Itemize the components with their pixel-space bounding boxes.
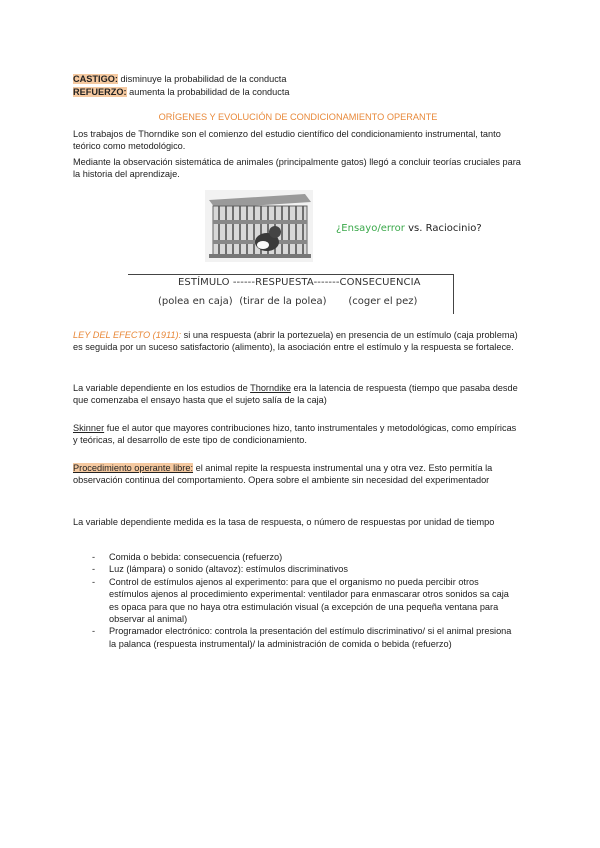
ley-del-efecto-text: si una respuesta (abrir la portezuela) en presencia de un estímulo (caja problema) es seguida por un suceso satisfactorio (alimento), la asociación entre el estímulo y la respuesta se fortalece. [73, 330, 518, 353]
figure-caption-green: ¿Ensayo/error [336, 223, 405, 234]
procedimiento-label: Procedimiento operante libre: [73, 463, 194, 473]
figure-caption-rest: vs. Raciocinio? [404, 223, 482, 234]
list-item [92, 551, 512, 563]
thorndike-puzzle-box-image [205, 190, 313, 262]
definition-castigo [73, 73, 523, 85]
scheme-item-3: (coger el pez) [348, 296, 418, 307]
skinner-name: Skinner [73, 423, 105, 433]
definition-refuerzo [73, 86, 523, 98]
bullet-dash: - [92, 626, 96, 637]
figure-caption [336, 223, 482, 234]
list-item-text: Programador electrónico: controla la presentación del estímulo discriminativo/ si el animal presiona la palanca (respuesta instrumental)/ la administración de comida o bebida (refuerzo) [109, 626, 512, 649]
text-castigo: disminuye la probabilidad de la conducta [117, 74, 287, 84]
variable-text-before: La variable dependiente en los estudios de [73, 383, 251, 393]
term-castigo: CASTIGO: [73, 74, 118, 84]
scheme-right-rule [453, 274, 454, 314]
scheme-line-1: ESTÍMULO ------RESPUESTA-------CONSECUENCIA [178, 277, 421, 288]
tasa-respuesta-paragraph: La variable dependiente medida es la tasa de respuesta, o número de respuestas por unidad de tiempo [73, 517, 495, 527]
variable-dependiente-paragraph [73, 382, 523, 407]
scheme-top-rule [128, 274, 454, 275]
list-item-text: Comida o bebida: consecuencia (refuerzo) [109, 552, 283, 562]
skinner-text: fue el autor que mayores contribuciones hizo, tanto instrumentales y metodológicas, como empíricas y teóricas, al desarrollo de este tipo de condicionamiento. [73, 423, 517, 446]
list-item-text: Luz (lámpara) o sonido (altavoz): estímulos discriminativos [109, 564, 348, 575]
list-item-text: Control de estímulos ajenos al experimento: para que el organismo no pueda percibir otros estímulos ajenos al procedimiento experimental: ventilador para enmascarar otros sonidos sa caja es opaca para que no haya otra estimulación visual (a excepción de una pequeña ventana para observar al animal) [109, 576, 509, 625]
procedimiento-text: el animal repite la respuesta instrumental una y otra vez. Esto permitía la observación continua del comportamiento. Opera sobre el ambiente sin necesidad del experimentador [73, 463, 493, 486]
procedimiento-paragraph [73, 462, 523, 487]
list-item [92, 576, 512, 626]
variable-text-after: era la latencia de respuesta (tiempo que pasaba desde que comenzaba el ensayo hasta que el sujeto salía de la caja) [73, 383, 518, 406]
term-refuerzo: REFUERZO: [73, 87, 127, 97]
scheme-line-2 [158, 296, 458, 307]
ley-del-efecto-paragraph [73, 329, 523, 354]
intro-paragraph-1: Los trabajos de Thorndike son el comienzo del estudio científico del condicionamiento instrumental, tanto teórico como metodológico. [73, 129, 501, 152]
scheme-item-2: (tirar de la polea) [239, 296, 327, 307]
intro-paragraph-2: Mediante la observación sistemática de animales (principalmente gatos) llegó a concluir teorías cruciales para la historia del aprendizaje. [73, 157, 521, 180]
text-refuerzo: aumenta la probabilidad de la conducta [126, 87, 290, 97]
stimulus-response-scheme [128, 274, 456, 316]
ley-del-efecto-label: LEY DEL EFECTO (1911): [73, 330, 182, 340]
list-item [92, 625, 512, 650]
thorndike-name: Thorndike [250, 383, 291, 393]
equipment-list [92, 551, 512, 650]
section-title: ORÍGENES Y EVOLUCIÓN DE CONDICIONAMIENTO OPERANTE [158, 112, 438, 122]
bullet-dash: - [92, 564, 96, 575]
skinner-paragraph [73, 422, 523, 447]
bullet-dash: - [92, 576, 96, 587]
list-item [92, 563, 512, 575]
scheme-item-1: (polea en caja) [158, 296, 233, 307]
bullet-dash: - [92, 552, 96, 562]
